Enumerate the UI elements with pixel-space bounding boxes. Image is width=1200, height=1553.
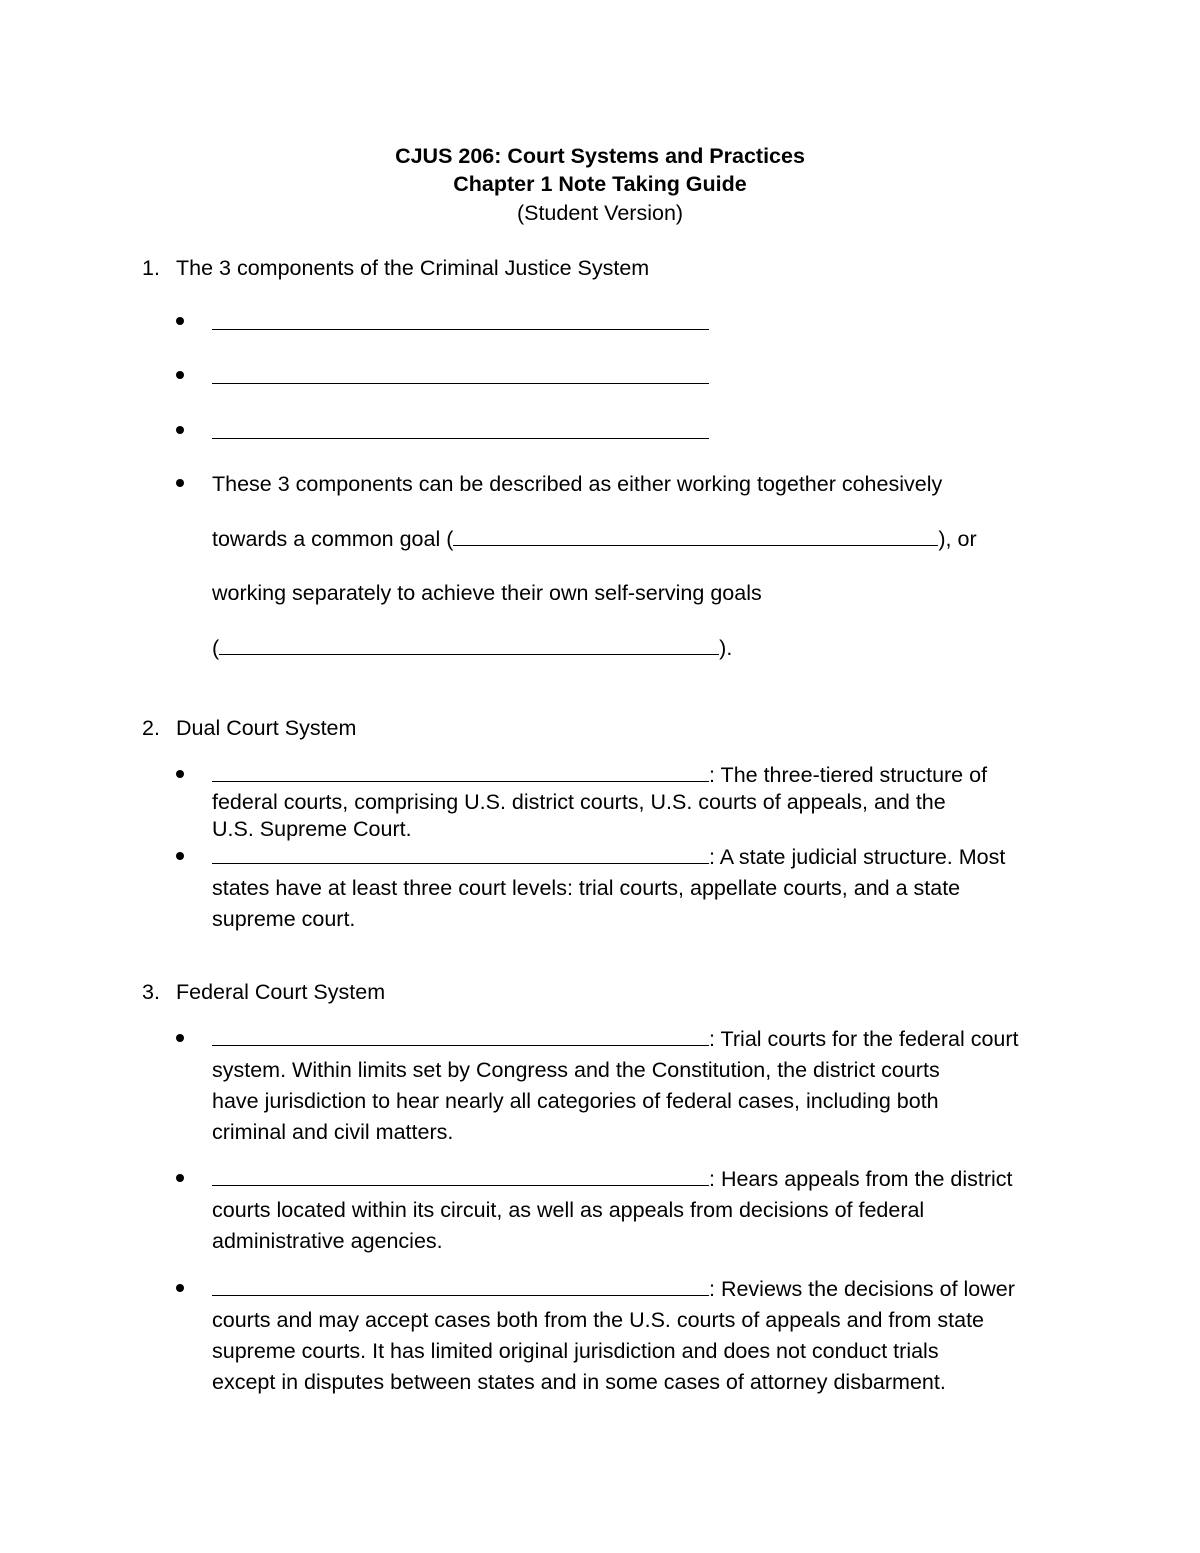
course-title: CJUS 206: Court Systems and Practices	[395, 144, 805, 168]
bullet	[176, 1284, 184, 1292]
blank-line	[212, 1276, 709, 1296]
guide-title: Chapter 1 Note Taking Guide	[453, 172, 747, 196]
bullet	[176, 1034, 184, 1042]
appeals-court-item-line-2: courts located within its circuit, as well as appeals from decisions of federal	[212, 1198, 925, 1222]
bullet	[176, 770, 184, 778]
blank-line	[212, 844, 709, 864]
section-3-heading: Federal Court System	[176, 980, 386, 1004]
model-text-line-3: working separately to achieve their own self-serving goals	[212, 581, 762, 605]
state-court-item-line-2: states have at least three court levels: trial courts, appellate courts, and a state	[212, 876, 961, 900]
district-court-item-line-4: criminal and civil matters.	[212, 1120, 454, 1144]
supreme-court-item-line-1	[212, 1276, 1015, 1302]
appeals-court-item-line-1	[212, 1166, 1013, 1192]
appeals-court-definition: : Hears appeals from the district	[709, 1167, 1013, 1191]
blank-line	[212, 762, 709, 782]
federal-court-definition: : The three-tiered structure of	[709, 763, 988, 787]
blank-line	[212, 1166, 709, 1186]
supreme-court-item-line-4: except in disputes between states and in some cases of attorney disbarment.	[212, 1370, 946, 1394]
federal-court-item-line-2: federal courts, comprising U.S. district courts, U.S. courts of appeals, and the	[212, 790, 946, 814]
model-text-line-4	[212, 635, 732, 661]
section-3-number: 3.	[142, 980, 160, 1004]
bullet	[176, 426, 184, 434]
bullet	[176, 317, 184, 325]
model-text-line-4-end: ).	[719, 636, 733, 660]
supreme-court-item-line-2: courts and may accept cases both from the U.S. courts of appeals and from state	[212, 1308, 984, 1332]
model-text-line-2-end: ), or	[938, 527, 977, 551]
section-1-number: 1.	[142, 256, 160, 280]
blank-line	[212, 364, 709, 390]
bullet	[176, 852, 184, 860]
blank-line	[212, 1026, 709, 1046]
model-text-line-2-start: towards a common goal (	[212, 527, 454, 551]
supreme-court-definition: : Reviews the decisions of lower	[709, 1277, 1015, 1301]
bullet	[176, 1174, 184, 1182]
district-court-item-line-2: system. Within limits set by Congress and the Constitution, the district courts	[212, 1058, 940, 1082]
blank-line	[453, 526, 938, 546]
district-court-item-line-3: have jurisdiction to hear nearly all categories of federal cases, including both	[212, 1089, 939, 1113]
state-court-item-line-1	[212, 844, 1005, 870]
bullet	[176, 479, 184, 487]
district-court-definition: : Trial courts for the federal court	[709, 1027, 1019, 1051]
model-text-line-1: These 3 components can be described as either working together cohesively	[212, 472, 943, 496]
blank-line	[219, 635, 719, 655]
district-court-item-line-1	[212, 1026, 1019, 1052]
blank-line	[212, 310, 709, 336]
section-2-number: 2.	[142, 716, 160, 740]
model-text-line-4-start: (	[212, 636, 220, 660]
state-court-item-line-3: supreme court.	[212, 907, 356, 931]
bullet	[176, 371, 184, 379]
federal-court-item-line-1	[212, 762, 987, 788]
section-1-heading: The 3 components of the Criminal Justice System	[176, 256, 650, 280]
version-label: (Student Version)	[516, 201, 684, 225]
model-text-line-2	[212, 526, 977, 552]
federal-court-item-line-3: U.S. Supreme Court.	[212, 817, 412, 841]
supreme-court-item-line-3: supreme courts. It has limited original jurisdiction and does not conduct trials	[212, 1339, 939, 1363]
appeals-court-item-line-3: administrative agencies.	[212, 1229, 443, 1253]
blank-line	[212, 419, 709, 445]
state-court-definition: : A state judicial structure. Most	[709, 845, 1006, 869]
section-2-heading: Dual Court System	[176, 716, 357, 740]
